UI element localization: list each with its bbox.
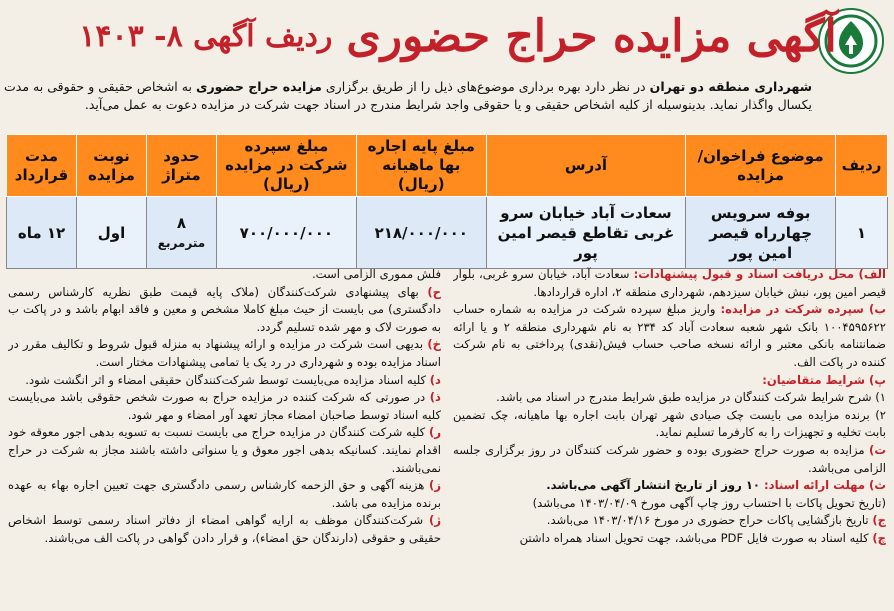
intro-paragraph (4, 78, 812, 114)
term-j (453, 512, 886, 530)
term-a (453, 266, 886, 301)
headline (79, 4, 837, 68)
terms-left-column (8, 266, 441, 607)
cell-base-rent: ۲۱۸/۰۰۰/۰۰۰ (356, 197, 486, 269)
cell-address: سعادت آباد خیابان سرو غربی تقاطع قیصر امین پور (486, 197, 686, 269)
term-ch-text: کلیه اسناد به صورت فایل PDF می‌باشد، جهت تحویل اسناد همراه داشتن (519, 530, 873, 545)
cell-area (146, 197, 216, 269)
col-subject: موضوع فراخوان/ مزایده (686, 135, 836, 197)
term-s-text: ۱۰ روز از تاریخ انتشار آگهی می‌باشد. (546, 478, 765, 493)
col-row: ردیف (836, 135, 888, 197)
cell-round: اول (77, 197, 147, 269)
term-zhe (8, 512, 441, 547)
term-r (8, 424, 441, 477)
term-s (453, 477, 886, 495)
cell-subject: بوفه سرویس چهارراه قیصر امین پور (686, 197, 836, 269)
col-round: نوبت مزایده (77, 135, 147, 197)
term-p-label: پ) شرایط متقاضیان: (762, 372, 886, 387)
term-d (8, 372, 441, 390)
term-s-label: ث) مهلت ارائه اسناد: (764, 478, 886, 493)
col-deposit: مبلغ سپرده شرکت در مزایده (ریال) (216, 135, 356, 197)
term-p-2: ۲) برنده مزایده می بایست چک صیادی شهر تهران بابت اجاره بها ماهیانه، چک تضمین بابت تخلیه و تجهیزات را به کارفرما تسلیم نماید. (453, 407, 886, 440)
term-b-text: واریز مبلغ سپرده شرکت در مزایده به شماره حساب ۱۰۰۴۵۹۵۶۲۲ بانک شهر شعبه سعادت آباد کد ۲۳۴ به نام شهرداری منطقه ۲ و یا ارائه ضمانتنامه بانکی معتبر و ارائه نسخه صاحب حساب فیش(نقدی) پرداختی به نام شرکت کننده در پاکت الف. (453, 302, 886, 369)
table-row (7, 197, 888, 269)
term-h-label: ح) (427, 284, 441, 299)
term-j-label: ج) (872, 513, 886, 528)
col-duration: مدت قرارداد (7, 135, 77, 197)
term-z-label: ذ) (429, 390, 441, 405)
header (6, 4, 888, 80)
term-kh-text: بدیهی است شرکت در مزایده و ارائه پیشنهاد به منزله قبول شروط و تکالیف مقرر در اسناد مزایده بوده و شهرداری در رد یک یا تمامی پیشنهادات مختار است. (8, 337, 441, 369)
term-zh (8, 477, 441, 512)
term-s-note: (تاریخ تحویل پاکات با احتساب روز چاپ آگهی مورخ ۱۴۰۳/۰۴/۰۹ می‌باشد) (532, 495, 886, 510)
term-z (8, 389, 441, 424)
term-t (453, 442, 886, 477)
terms-right-column (453, 266, 886, 607)
term-a-text: سعادت آباد، خیابان سرو غربی، بلوار قیصر امین پور، نبش خیابان سیزدهم، شهرداری منطقه ۲، اداره قراردادها. (453, 267, 886, 299)
terms-section (8, 266, 886, 607)
term-h (8, 284, 441, 337)
term-ch-label: چ) (872, 530, 886, 545)
term-d-label: د) (429, 372, 441, 387)
auction-table (6, 134, 888, 269)
intro-text-1: در نظر دارد بهره برداری موضوع‌های ذیل را از طریق برگزاری (321, 79, 650, 94)
term-ch (453, 530, 886, 548)
intro-org: شهرداری منطقه دو تهران (649, 79, 813, 94)
term-zh-text: هزینه آگهی و حق الزحمه کارشناس رسمی دادگستری جهت تعیین اجاره بهاء به عهده برنده مزایده می باشد. (8, 478, 441, 510)
col-base-rent: مبلغ پایه اجاره بها ماهیانه (ریال) (356, 135, 486, 197)
intro-text-2: به اشخاص حقیقی و حقوقی به مدت یکسال واگذار نماید. بدینوسیله از کلیه اشخاص حقیقی و یا حقوقی واجد شرایط مندرج در اسناد جهت شرکت در مزایده دعوت به عمل می‌آید. (4, 79, 812, 112)
cell-duration: ۱۲ ماه (7, 197, 77, 269)
term-r-label: ر) (429, 425, 441, 440)
term-p (453, 372, 886, 390)
term-kh (8, 336, 441, 371)
term-zhe-label: ژ) (429, 513, 441, 528)
term-t-text: مزایده به صورت حراج حضوری بوده و حضور شرکت کنندگان در روز برگزاری جلسه الزامی می‌باشد. (453, 442, 886, 475)
term-d-text: کلیه اسناد مزایده می‌بایست توسط شرکت‌کنندگان حقیقی امضاء و اثر انگشت شود. (25, 372, 430, 387)
ad-title: آگهی مزایده حراج حضوری (346, 10, 837, 62)
intro-method: مزایده حراج حضوری (196, 79, 322, 94)
area-value: ۸ (176, 213, 187, 232)
table-header-row (7, 135, 888, 197)
term-b-label: ب) سپرده شرکت در مزایده: (720, 302, 886, 317)
term-z-text: در صورتی که شرکت کننده در مزایده حراج به صورت شخص حقوقی باشد می‌بایست کلیه اسناد توسط صاحبان امضاء مجاز تعهد آور امضاء و مهر شود. (8, 390, 441, 422)
term-kh-label: خ) (427, 337, 441, 352)
col-address: آدرس (486, 135, 686, 197)
term-zh-label: ز) (429, 478, 441, 493)
term-b (453, 301, 886, 371)
term-r-text: کلیه شرکت کنندگان در مزایده حراج می بایست نسبت به تسویه بدهی اجور معوقه خود اقدام نمایند. کسانیکه بدهی اجور معوق و یا سنواتی داشته باشند مجاز به شرکت در حراج نمی‌باشند. (8, 425, 441, 475)
term-t-label: ت) (869, 442, 886, 457)
term-h-text: بهای پیشنهادی شرکت‌کنندگان (ملاک پایه قیمت طبق نظریه کارشناس رسمی دادگستری) می بایست از حیث مبلغ کاملا مشخص و معین و فاقد ابهام باشد و در پاکت ب به صورت لاک و مهر شده تسلیم گردد. (8, 284, 441, 334)
ad-row-number: ردیف آگهی ۸- ۱۴۰۳ (79, 18, 333, 54)
term-zhe-text: شرکت‌کنندگان موظف به ارایه گواهی امضاء از دفاتر اسناد رسمی توسط اشخاص حقیقی و حقوقی (دارندگان حق امضاء)، و قرار دادن گواهی در پاکت الف می‌باشند. (8, 513, 441, 545)
area-unit: مترمربع (157, 235, 206, 250)
term-p-1: ۱) شرح شرایط شرکت کنندگان در مزایده طبق شرایط مندرج در اسناد می باشد. (496, 390, 886, 405)
cell-deposit: ۷۰۰/۰۰۰/۰۰۰ (216, 197, 356, 269)
term-flash: فلش مموری الزامی است. (311, 267, 441, 281)
cell-row: ۱ (836, 197, 888, 269)
term-a-label: الف) محل دریافت اسناد و قبول پیشنهادات: (633, 267, 886, 281)
col-area: حدود متراژ (146, 135, 216, 197)
term-j-text: تاریخ بازگشایی پاکات حراج حضوری در مورخ ۱۴۰۳/۰۴/۱۶ می‌باشد. (546, 513, 873, 528)
